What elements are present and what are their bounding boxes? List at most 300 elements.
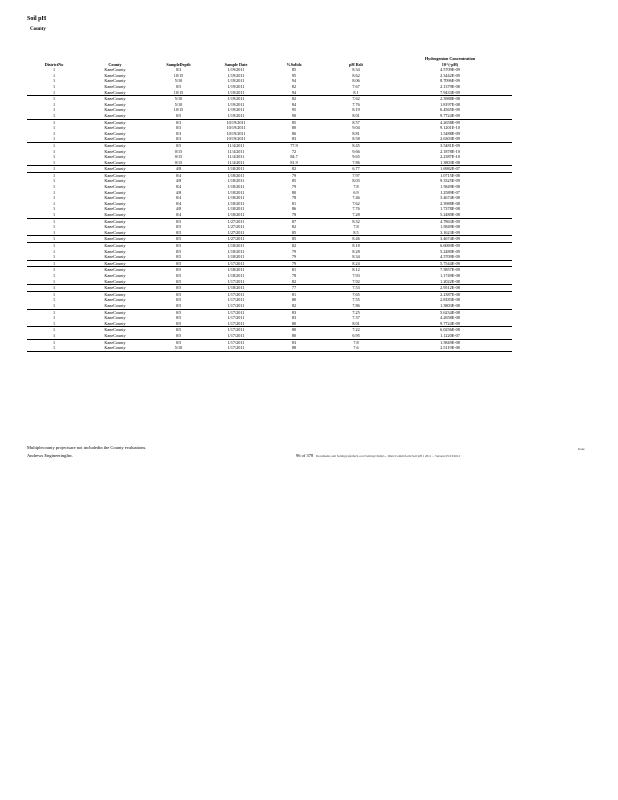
- cell-depth: 0/4: [175, 184, 182, 190]
- cell-hydrogen: 1.3803E-08: [440, 302, 460, 308]
- cell-hydrogen: 1.5849E-08: [388, 339, 512, 345]
- cell-depth: 0/5: [149, 236, 208, 243]
- cell-depth: 0/5: [175, 254, 182, 260]
- cell-hydrogen: 9.7724E-09: [440, 320, 460, 326]
- cell-county: KaneCounty: [104, 248, 126, 254]
- cell-hydrogen: 4.5709E-09: [440, 67, 460, 73]
- cell-districtno: 1: [52, 178, 56, 184]
- cell-depth: 0/5: [175, 272, 182, 278]
- cell-county: KaneCounty: [104, 254, 126, 260]
- cell-ph: 9.66: [352, 148, 360, 154]
- cell-date: 1/17/2011: [208, 309, 264, 315]
- cell-ph: 7.86: [352, 302, 360, 308]
- cell-ph: 7.65: [324, 291, 388, 297]
- cell-hydrogen: 9.7724E-09: [440, 112, 460, 118]
- cell-depth: 0/5: [175, 224, 182, 230]
- cell-solids: 86: [291, 130, 297, 136]
- cell-solids: 79: [291, 248, 297, 254]
- cell-date: 1/18/2011: [227, 212, 245, 218]
- cell-hydrogen: 3.4674E-09: [388, 236, 512, 243]
- cell-ph: 8.34: [352, 254, 360, 260]
- cell-districtno: 1: [52, 278, 56, 284]
- cell-date: 10/19/2011: [226, 136, 246, 142]
- cell-depth: 0/4: [175, 212, 182, 218]
- cell-solids: 78: [291, 195, 297, 201]
- cell-ph: 8.58: [352, 136, 360, 142]
- cell-county: KaneCounty: [104, 159, 126, 165]
- cell-solids: 83: [264, 309, 324, 315]
- cell-county: KaneCounty: [104, 195, 126, 201]
- cell-hydrogen: 1.0715E-08: [388, 172, 512, 178]
- cell-depth: 0/15: [174, 154, 183, 160]
- cell-hydrogen: 7.9433E-09: [440, 89, 460, 95]
- cell-date: 1/17/2011: [227, 278, 245, 284]
- cell-solids: 77.9: [264, 142, 324, 148]
- cell-hydrogen: 2.1878E-10: [440, 148, 460, 154]
- cell-hydrogen: 1.8197E-08: [440, 101, 460, 107]
- cell-districtno: 1: [52, 315, 56, 321]
- cell-county: KaneCounty: [81, 291, 149, 297]
- cell-solids: 84.7: [290, 154, 298, 160]
- cell-county: KaneCounty: [104, 320, 126, 326]
- cell-date: 1/18/2011: [227, 178, 245, 184]
- cell-county: KaneCounty: [81, 285, 149, 292]
- cell-depth: 0/15: [174, 148, 183, 154]
- cell-hydrogen: 2.8183E-08: [440, 297, 460, 303]
- cell-county: KaneCounty: [104, 272, 126, 278]
- cell-hydrogen: 2.1379E-08: [440, 83, 460, 89]
- cell-solids: 82: [264, 243, 324, 249]
- cell-solids: 78: [291, 212, 297, 218]
- cell-hydrogen: 2.5119E-08: [388, 345, 512, 351]
- cell-districtno: 1: [52, 320, 56, 326]
- cell-districtno: 1: [27, 285, 81, 292]
- cell-ph: 7.28: [352, 212, 360, 218]
- cell-hydrogen: 2.3442E-09: [440, 72, 460, 78]
- cell-ph: 7.46: [352, 195, 360, 201]
- cell-solids: 81.9: [290, 159, 298, 165]
- cell-ph: 7.53: [324, 285, 388, 292]
- cell-depth: 5/10: [174, 101, 183, 107]
- cell-districtno: 1: [27, 327, 81, 333]
- cell-districtno: 1: [52, 297, 56, 303]
- cell-depth: 0/5: [149, 142, 208, 148]
- cell-hydrogen: 5.2480E-08: [440, 212, 460, 218]
- cell-county: KaneCounty: [81, 327, 149, 333]
- cell-ph: 9.04: [352, 125, 360, 131]
- cell-solids: 88: [264, 345, 324, 351]
- cell-county: KaneCounty: [104, 101, 126, 107]
- cell-ph: 7.86: [352, 159, 360, 165]
- cell-depth: 0/3: [175, 130, 182, 136]
- cell-districtno: 1: [52, 67, 56, 73]
- cell-date: 1/17/2011: [208, 291, 264, 297]
- cell-ph: 7.8: [353, 224, 359, 230]
- cell-county: KaneCounty: [104, 332, 126, 338]
- cell-depth: 0/15: [174, 159, 183, 165]
- cell-hydrogen: 3.4674E-08: [440, 195, 460, 201]
- cell-solids: 85: [264, 236, 324, 243]
- cell-districtno: 1: [52, 101, 56, 107]
- soil-ph-table: [27, 56, 512, 352]
- cell-county: KaneCounty: [81, 345, 149, 351]
- cell-date: 10/19/2011: [208, 119, 264, 125]
- cell-ph: 8.34: [352, 67, 360, 73]
- cell-hydrogen: 6.6069E-09: [388, 243, 512, 249]
- footer-note: Multiplecounty projectsare not includedin the County evaluations.: [27, 445, 147, 450]
- cell-districtno: 1: [27, 309, 81, 315]
- cell-solids: 82: [264, 96, 324, 102]
- table-body: [27, 67, 512, 351]
- cell-county: KaneCounty: [81, 96, 149, 102]
- cell-ph: 7.55: [352, 297, 360, 303]
- cell-date: 1/18/2011: [227, 206, 245, 212]
- cell-ph: 6.77: [324, 166, 388, 173]
- cell-date: 11/4/2011: [227, 154, 245, 160]
- cell-county: KaneCounty: [104, 89, 126, 95]
- cell-county: KaneCounty: [104, 315, 126, 321]
- col-header-hydrogen: Hydrogenion Concentration 10^(-pH): [424, 56, 476, 67]
- table-row: [27, 285, 512, 292]
- cell-districtno: 1: [27, 142, 81, 148]
- cell-date: 1/18/2011: [227, 184, 245, 190]
- cell-solids: 90: [291, 112, 297, 118]
- cell-depth: 5/10: [149, 96, 208, 102]
- cell-hydrogen: 8.7096E-09: [440, 78, 460, 84]
- cell-ph: 7.93: [352, 272, 360, 278]
- cell-ph: 7.8: [324, 339, 388, 345]
- cell-depth: 0/5: [149, 267, 208, 273]
- cell-county: KaneCounty: [81, 339, 149, 345]
- cell-depth: 4/8: [149, 166, 208, 173]
- cell-county: KaneCounty: [104, 107, 126, 113]
- cell-ph: 8.5: [353, 229, 359, 235]
- cell-date: 1/17/2011: [227, 320, 245, 326]
- cell-ph: 8.32: [324, 218, 388, 224]
- cell-ph: 7.22: [324, 327, 388, 333]
- cell-county: KaneCounty: [81, 218, 149, 224]
- cell-districtno: 1: [52, 112, 56, 118]
- cell-solids: 85: [291, 67, 297, 73]
- cell-hydrogen: 4.2658E-09: [388, 119, 512, 125]
- cell-date: 1/17/2011: [227, 315, 245, 321]
- cell-districtno: 1: [52, 189, 56, 195]
- cell-districtno: 1: [52, 254, 56, 260]
- cell-ph: 7.76: [352, 101, 360, 107]
- cell-solids: 80: [291, 332, 297, 338]
- cell-date: 1/17/2011: [227, 297, 245, 303]
- cell-depth: 0/5: [149, 218, 208, 224]
- cell-date: 1/18/2011: [227, 189, 245, 195]
- cell-hydrogen: 1.5849E-08: [440, 224, 460, 230]
- cell-solids: 95: [291, 72, 297, 78]
- cell-date: 1/19/2011: [227, 72, 245, 78]
- cell-depth: 0/5: [149, 285, 208, 292]
- cell-date: 1/19/2011: [227, 101, 245, 107]
- cell-ph: 7.8: [353, 184, 359, 190]
- cell-county: KaneCounty: [81, 309, 149, 315]
- cell-depth: 0/5: [175, 315, 182, 321]
- cell-ph: 8.28: [352, 248, 360, 254]
- cell-date: 1/18/2011: [208, 267, 264, 273]
- cell-county: KaneCounty: [104, 229, 126, 235]
- cell-county: KaneCounty: [81, 243, 149, 249]
- cell-ph: 7.62: [352, 200, 360, 206]
- cell-districtno: 1: [52, 248, 56, 254]
- cell-hydrogen: 1.5849E-08: [440, 184, 460, 190]
- cell-hydrogen: 4.7863E-09: [388, 218, 512, 224]
- cell-date: 1/17/2011: [227, 332, 245, 338]
- cell-date: 1/19/2011: [227, 112, 245, 118]
- cell-depth: 5/10: [174, 78, 183, 84]
- cell-ph: 7.76: [352, 206, 360, 212]
- table-header-row: [27, 56, 512, 67]
- cell-districtno: 1: [52, 206, 56, 212]
- cell-districtno: 1: [27, 166, 81, 173]
- cell-solids: 77: [264, 285, 324, 292]
- cell-date: 1/19/2011: [227, 78, 245, 84]
- cell-depth: 4/8: [175, 178, 182, 184]
- cell-hydrogen: 2.6303E-09: [440, 136, 460, 142]
- cell-depth: 0/5: [175, 248, 182, 254]
- cell-depth: 0/3: [175, 67, 182, 73]
- cell-depth: 0/4: [175, 195, 182, 201]
- cell-date: 1/18/2011: [208, 285, 264, 292]
- cell-solids: 72: [291, 148, 297, 154]
- cell-depth: 0/3: [175, 125, 182, 131]
- cell-depth: 0/5: [149, 260, 208, 267]
- cell-hydrogen: 2.3988E-08: [440, 200, 460, 206]
- page-number: 96 of 378: [296, 453, 314, 458]
- cell-solids: 85: [291, 229, 297, 235]
- cell-districtno: 1: [27, 345, 81, 351]
- col-header-sampledepth: SampleDepth: [166, 61, 191, 67]
- cell-hydrogen: 1.3803E-08: [440, 159, 460, 165]
- col-header-county: County: [108, 61, 122, 67]
- cell-ph: 7.62: [324, 96, 388, 102]
- cell-ph: 9.65: [352, 154, 360, 160]
- cell-county: KaneCounty: [104, 130, 126, 136]
- cell-county: KaneCounty: [104, 112, 126, 118]
- cell-depth: 0/5: [149, 339, 208, 345]
- cell-ph: 8.24: [324, 260, 388, 267]
- cell-solids: 78: [291, 272, 297, 278]
- cell-depth: 5/10: [149, 345, 208, 351]
- cell-date: 1/18/2011: [208, 172, 264, 178]
- cell-solids: 80: [264, 327, 324, 333]
- cell-date: 11/4/2011: [227, 148, 245, 154]
- cell-date: 11/4/2011: [208, 142, 264, 148]
- cell-county: KaneCounty: [81, 142, 149, 148]
- cell-depth: 4/8: [175, 189, 182, 195]
- cell-date: 1/27/2011: [227, 224, 245, 230]
- cell-districtno: 1: [27, 119, 81, 125]
- cell-date: 10/19/2011: [226, 125, 246, 131]
- cell-solids: 86: [291, 206, 297, 212]
- table-row: [27, 236, 512, 243]
- cell-ph: 8.06: [352, 78, 360, 84]
- cell-districtno: 1: [27, 172, 81, 178]
- cell-districtno: 1: [52, 148, 56, 154]
- cell-districtno: 1: [27, 267, 81, 273]
- cell-ph: 6.9: [353, 189, 359, 195]
- cell-date: 1/17/2011: [208, 339, 264, 345]
- cell-date: 1/19/2011: [227, 67, 245, 73]
- cell-county: KaneCounty: [104, 83, 126, 89]
- cell-date: 1/17/2011: [208, 345, 264, 351]
- footer-right: Kane: [578, 447, 585, 451]
- cell-county: KaneCounty: [81, 267, 149, 273]
- cell-ph: 8.57: [324, 119, 388, 125]
- cell-depth: 10/15: [173, 107, 184, 113]
- cell-districtno: 1: [52, 200, 56, 206]
- cell-county: KaneCounty: [104, 278, 126, 284]
- cell-solids: 84: [291, 101, 297, 107]
- cell-date: 1/17/2011: [208, 327, 264, 333]
- cell-hydrogen: 9.3325E-09: [440, 178, 460, 184]
- cell-ph: 7.92: [352, 278, 360, 284]
- cell-hydrogen: 6.4565E-09: [440, 107, 460, 113]
- cell-depth: 0/5: [175, 297, 182, 303]
- cell-hydrogen: 1.5488E-09: [440, 130, 460, 136]
- cell-ph: 7.37: [352, 315, 360, 321]
- cell-ph: 8.18: [324, 243, 388, 249]
- cell-districtno: 1: [52, 224, 56, 230]
- cell-districtno: 1: [27, 339, 81, 345]
- cell-hydrogen: 5.2480E-09: [440, 248, 460, 254]
- cell-date: 1/18/2011: [227, 200, 245, 206]
- cell-hydrogen: 4.2658E-08: [440, 315, 460, 321]
- cell-date: 1/17/2011: [208, 260, 264, 267]
- table-row: [27, 260, 512, 267]
- cell-depth: 0/5: [175, 320, 182, 326]
- cell-districtno: 1: [52, 107, 56, 113]
- cell-county: KaneCounty: [104, 78, 126, 84]
- report-subtitle: County: [30, 27, 46, 32]
- cell-ph: 8.62: [352, 72, 360, 78]
- cell-hydrogen: 3.5481E-09: [388, 142, 512, 148]
- cell-depth: 0/4: [175, 200, 182, 206]
- cell-depth: 10/15: [173, 72, 184, 78]
- cell-districtno: 1: [27, 236, 81, 243]
- cell-date: 1/19/2011: [208, 96, 264, 102]
- cell-ph: 7.25: [324, 309, 388, 315]
- cell-solids: 80: [291, 297, 297, 303]
- cell-solids: 79: [291, 184, 297, 190]
- cell-districtno: 1: [52, 78, 56, 84]
- col-header-ph: pH Rslt: [349, 61, 363, 67]
- cell-ph: 7.67: [352, 83, 360, 89]
- cell-county: KaneCounty: [81, 119, 149, 125]
- cell-hydrogen: 9.1201E-10: [440, 125, 460, 131]
- cell-hydrogen: 5.6234E-08: [388, 309, 512, 315]
- cell-ph: 8.81: [352, 130, 360, 136]
- cell-solids: 80: [291, 189, 297, 195]
- cell-depth: 0/5: [175, 302, 182, 308]
- cell-ph: 7.6: [324, 345, 388, 351]
- cell-districtno: 1: [52, 89, 56, 95]
- cell-districtno: 1: [52, 212, 56, 218]
- cell-county: KaneCounty: [104, 302, 126, 308]
- cell-solids: 80: [291, 125, 297, 131]
- cell-districtno: 1: [52, 229, 56, 235]
- cell-county: KaneCounty: [104, 189, 126, 195]
- cell-date: 1/27/2011: [208, 236, 264, 243]
- cell-solids: 94: [291, 78, 297, 84]
- cell-date: 1/18/2011: [227, 248, 245, 254]
- cell-districtno: 1: [52, 125, 56, 131]
- cell-districtno: 1: [52, 83, 56, 89]
- cell-county: KaneCounty: [104, 125, 126, 131]
- cell-districtno: 1: [52, 159, 56, 165]
- cell-hydrogen: 1.1220E-07: [440, 332, 460, 338]
- cell-date: 1/19/2011: [227, 83, 245, 89]
- cell-depth: 0/5: [149, 327, 208, 333]
- cell-county: KaneCounty: [104, 224, 126, 230]
- cell-ph: 6.95: [352, 332, 360, 338]
- report-title: Soil pH: [27, 16, 47, 22]
- cell-districtno: 1: [52, 195, 56, 201]
- cell-county: KaneCounty: [104, 67, 126, 73]
- cell-ph: 8.03: [352, 178, 360, 184]
- cell-districtno: 1: [27, 96, 81, 102]
- cell-hydrogen: 2.2387E-10: [440, 154, 460, 160]
- cell-hydrogen: 5.7544E-09: [388, 260, 512, 267]
- cell-ph: 8.12: [324, 267, 388, 273]
- cell-solids: 81: [264, 267, 324, 273]
- cell-depth: 0/5: [175, 278, 182, 284]
- cell-depth: 0/3: [149, 119, 208, 125]
- cell-districtno: 1: [52, 332, 56, 338]
- cell-county: KaneCounty: [104, 154, 126, 160]
- cell-districtno: 1: [52, 272, 56, 278]
- cell-districtno: 1: [52, 184, 56, 190]
- cell-county: KaneCounty: [81, 172, 149, 178]
- cell-county: KaneCounty: [104, 184, 126, 190]
- cell-date: 1/27/2011: [227, 229, 245, 235]
- cell-date: 1/18/2011: [208, 243, 264, 249]
- col-header-solids: %Solids: [286, 61, 302, 67]
- cell-districtno: 1: [27, 218, 81, 224]
- col-header-sampledate: Sample Date: [224, 61, 248, 67]
- col-header-districtno: DistrictNo: [44, 61, 64, 67]
- cell-solids: 80: [291, 320, 297, 326]
- cell-solids: 82: [291, 83, 297, 89]
- cell-hydrogen: 4.5709E-09: [440, 254, 460, 260]
- cell-depth: 0/3: [175, 136, 182, 142]
- cell-solids: 83: [291, 315, 297, 321]
- table-row: [27, 345, 512, 351]
- cell-solids: 94: [291, 89, 297, 95]
- cell-ph: 8.45: [324, 142, 388, 148]
- cell-solids: 79: [264, 172, 324, 178]
- cell-county: KaneCounty: [104, 297, 126, 303]
- cell-hydrogen: 1.2589E-07: [440, 189, 460, 195]
- cell-ph: 8.19: [352, 107, 360, 113]
- cell-hydrogen: 1.2022E-08: [440, 278, 460, 284]
- cell-date: 1/18/2011: [227, 195, 245, 201]
- cell-hydrogen: 6.0256E-08: [388, 327, 512, 333]
- cell-date: 11/4/2011: [227, 159, 245, 165]
- cell-solids: 95: [291, 107, 297, 113]
- cell-county: KaneCounty: [81, 260, 149, 267]
- cell-districtno: 1: [27, 260, 81, 267]
- cell-solids: 79: [264, 260, 324, 267]
- cell-county: KaneCounty: [104, 200, 126, 206]
- cell-date: 1/18/2011: [208, 166, 264, 173]
- cell-depth: 0/5: [149, 243, 208, 249]
- cell-ph: 8.1: [353, 89, 359, 95]
